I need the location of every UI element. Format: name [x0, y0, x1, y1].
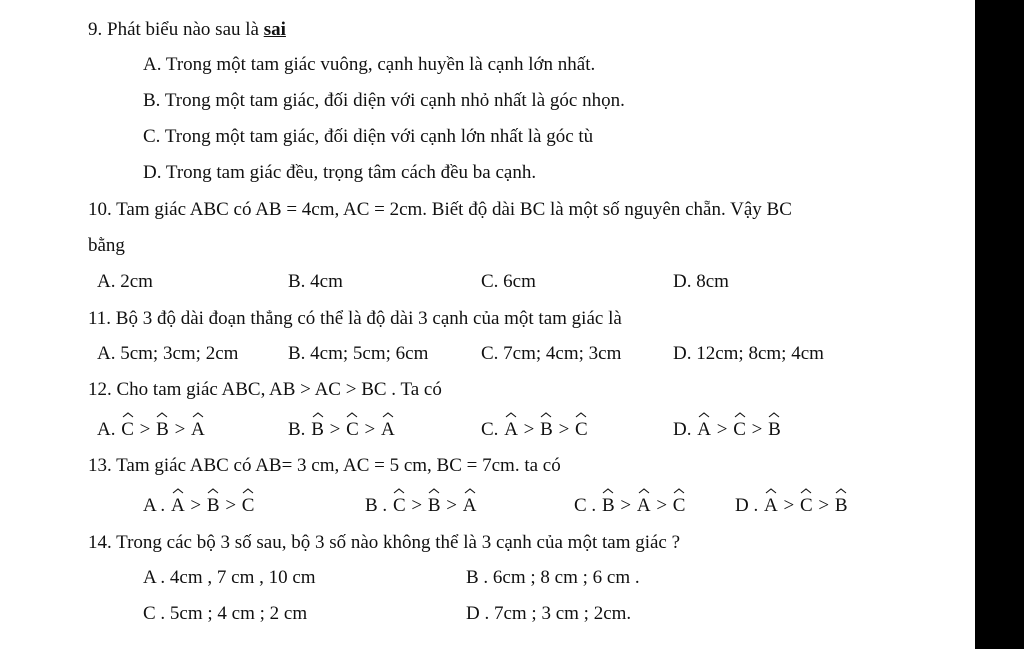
q13-option-c-label: C .: [574, 495, 601, 516]
angle-a-symbol: A: [763, 494, 779, 518]
q14-option-c: C . 5cm ; 4 cm ; 2 cm: [143, 603, 308, 624]
greater-than-sign: >: [813, 495, 834, 516]
q13-option-b: [365, 494, 477, 518]
q13-option-a: [143, 494, 255, 518]
q12-option-c: [481, 418, 589, 442]
q14-option-d: D . 7cm ; 3 cm ; 2cm.: [466, 603, 632, 624]
angle-b-symbol: B: [310, 418, 325, 442]
greater-than-sign: >: [746, 419, 768, 440]
q10-option-a: A. 2cm: [97, 271, 153, 292]
greater-than-sign: >: [359, 419, 380, 440]
greater-than-sign: >: [615, 495, 636, 516]
angle-a-symbol: A: [636, 494, 652, 518]
angle-c-symbol: C: [799, 494, 814, 518]
greater-than-sign: >: [651, 495, 672, 516]
q10-option-c: C. 6cm: [481, 271, 536, 292]
q12-option-d: [673, 418, 782, 442]
q13-stem: 13. Tam giác ABC có AB= 3 cm, AC = 5 cm, BC = 7cm. ta có: [88, 455, 561, 476]
q12-option-a: [97, 418, 206, 442]
q12-option-a-label: A.: [97, 419, 121, 440]
q13-option-c: [574, 494, 686, 518]
greater-than-sign: >: [185, 495, 206, 516]
greater-than-sign: >: [553, 419, 575, 440]
greater-than-sign: >: [324, 419, 346, 440]
angle-c-symbol: C: [672, 494, 687, 518]
q13-option-b-label: B .: [365, 495, 392, 516]
greater-than-sign: >: [169, 419, 191, 440]
q10-stem: 10. Tam giác ABC có AB = 4cm, AC = 2cm. Biết độ dài BC là một số nguyên chẵn. Vậy BC: [88, 199, 792, 220]
q12-option-b-label: B.: [288, 419, 311, 440]
q9-option-b: B. Trong một tam giác, đối diện với cạnh nhỏ nhất là góc nhọn.: [143, 90, 625, 111]
q11-option-b: B. 4cm; 5cm; 6cm: [288, 343, 429, 364]
greater-than-sign: >: [220, 495, 241, 516]
angle-a-symbol: A: [696, 418, 712, 442]
q12-option-d-label: D.: [673, 419, 697, 440]
angle-b-symbol: B: [601, 494, 616, 518]
q14-option-b: B . 6cm ; 8 cm ; 6 cm .: [466, 567, 640, 588]
angle-a-symbol: A: [190, 418, 206, 442]
q13-option-a-label: A .: [143, 495, 170, 516]
q9-stem-emphasis: sai: [263, 19, 286, 40]
angle-a-symbol: A: [462, 494, 478, 518]
angle-c-symbol: C: [392, 494, 407, 518]
q11-option-a: A. 5cm; 3cm; 2cm: [97, 343, 239, 364]
angle-b-symbol: B: [767, 418, 782, 442]
greater-than-sign: >: [518, 419, 540, 440]
angle-b-symbol: B: [155, 418, 170, 442]
q12-option-b: [288, 418, 396, 442]
angle-c-symbol: C: [574, 418, 589, 442]
greater-than-sign: >: [134, 419, 156, 440]
q14-stem: 14. Trong các bộ 3 số sau, bộ 3 số nào không thể là 3 cạnh của một tam giác ?: [88, 532, 681, 553]
q9-option-d: D. Trong tam giác đều, trọng tâm cách đều ba cạnh.: [143, 162, 537, 183]
q11-option-d: D. 12cm; 8cm; 4cm: [673, 343, 824, 364]
angle-c-symbol: C: [241, 494, 256, 518]
q9-stem-text: 9. Phát biểu nào sau là: [88, 19, 264, 40]
angle-b-symbol: B: [834, 494, 849, 518]
q12-stem: 12. Cho tam giác ABC, AB > AC > BC . Ta có: [88, 379, 442, 400]
q13-option-d: [735, 494, 849, 518]
angle-c-symbol: C: [120, 418, 135, 442]
angle-a-symbol: A: [170, 494, 186, 518]
q11-stem: 11. Bộ 3 độ dài đoạn thẳng có thể là độ dài 3 cạnh của một tam giác là: [88, 308, 622, 329]
greater-than-sign: >: [441, 495, 462, 516]
q9-option-a: A. Trong một tam giác vuông, cạnh huyền là cạnh lớn nhất.: [143, 54, 596, 75]
angle-c-symbol: C: [345, 418, 360, 442]
q10-option-d: D. 8cm: [673, 271, 729, 292]
angle-b-symbol: B: [427, 494, 442, 518]
angle-b-symbol: B: [206, 494, 221, 518]
greater-than-sign: >: [711, 419, 733, 440]
right-black-border: [975, 0, 1024, 649]
q10-option-b: B. 4cm: [288, 271, 343, 292]
q9-stem: [88, 18, 286, 42]
q12-option-c-label: C.: [481, 419, 504, 440]
q10-stem-continued: bằng: [88, 235, 125, 256]
q14-option-a: A . 4cm , 7 cm , 10 cm: [143, 567, 316, 588]
q11-option-c: C. 7cm; 4cm; 3cm: [481, 343, 622, 364]
greater-than-sign: >: [406, 495, 427, 516]
angle-b-symbol: B: [539, 418, 554, 442]
angle-a-symbol: A: [503, 418, 519, 442]
greater-than-sign: >: [778, 495, 799, 516]
angle-a-symbol: A: [380, 418, 396, 442]
q9-option-c: C. Trong một tam giác, đối diện với cạnh lớn nhất là góc tù: [143, 126, 594, 147]
q13-option-d-label: D .: [735, 495, 763, 516]
angle-c-symbol: C: [732, 418, 747, 442]
